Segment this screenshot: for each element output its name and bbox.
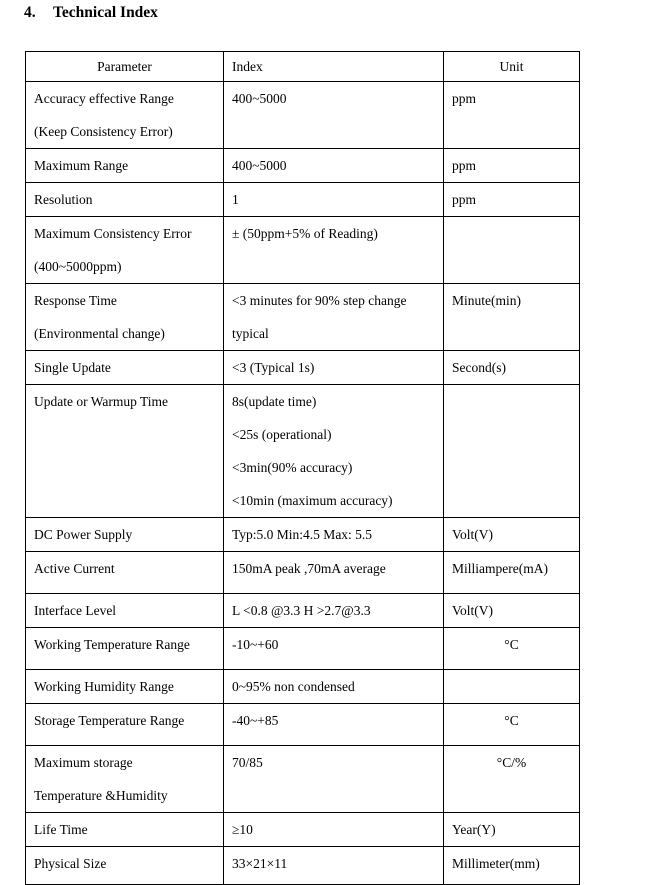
index-cell xyxy=(224,628,444,670)
parameter-text: Temperature &Humidity xyxy=(34,788,168,803)
table-row xyxy=(26,149,580,183)
table-row xyxy=(26,552,580,594)
section-number: 4. xyxy=(24,4,36,21)
table-row xyxy=(26,82,580,149)
index-text: <10min (maximum accuracy) xyxy=(232,493,393,508)
table-header-row xyxy=(26,52,580,82)
table-row xyxy=(26,628,580,670)
parameter-cell xyxy=(26,704,224,746)
unit-cell xyxy=(444,847,580,885)
unit-cell xyxy=(444,670,580,704)
parameter-cell xyxy=(26,82,224,149)
table-row xyxy=(26,217,580,284)
unit-cell xyxy=(444,217,580,284)
parameter-text: Resolution xyxy=(34,192,93,207)
index-text: 150mA peak ,70mA average xyxy=(232,561,386,576)
technical-index-table xyxy=(25,51,580,885)
parameter-cell xyxy=(26,284,224,351)
unit-text: Year(Y) xyxy=(452,822,496,837)
parameter-cell xyxy=(26,628,224,670)
table-row xyxy=(26,670,580,704)
unit-cell xyxy=(444,704,580,746)
section-heading xyxy=(24,4,158,22)
index-cell xyxy=(224,704,444,746)
unit-cell xyxy=(444,518,580,552)
table-row xyxy=(26,385,580,518)
parameter-cell xyxy=(26,594,224,628)
table-row xyxy=(26,351,580,385)
index-text: 400~5000 xyxy=(232,91,287,106)
index-text: 0~95% non condensed xyxy=(232,679,355,694)
index-cell xyxy=(224,552,444,594)
index-text: 33×21×11 xyxy=(232,856,288,871)
index-cell xyxy=(224,284,444,351)
index-text: L <0.8 @3.3 H >2.7@3.3 xyxy=(232,603,371,618)
unit-cell xyxy=(444,552,580,594)
header-index: Index xyxy=(224,52,444,82)
parameter-text: Life Time xyxy=(34,822,88,837)
index-text: Typ:5.0 Min:4.5 Max: 5.5 xyxy=(232,527,373,542)
unit-text: Minute(min) xyxy=(452,293,521,308)
parameter-text: Working Humidity Range xyxy=(34,679,174,694)
parameter-text: (400~5000ppm) xyxy=(34,259,122,274)
section-title: Technical Index xyxy=(53,4,158,21)
parameter-cell xyxy=(26,217,224,284)
unit-cell xyxy=(444,82,580,149)
table-row xyxy=(26,594,580,628)
unit-cell xyxy=(444,284,580,351)
parameter-text: Response Time xyxy=(34,293,117,308)
index-text: <3min(90% accuracy) xyxy=(232,460,353,475)
index-cell xyxy=(224,351,444,385)
unit-cell xyxy=(444,746,580,813)
unit-cell xyxy=(444,594,580,628)
unit-cell xyxy=(444,149,580,183)
unit-text: ppm xyxy=(452,91,477,106)
index-text: ≥10 xyxy=(232,822,253,837)
parameter-cell xyxy=(26,149,224,183)
parameter-cell xyxy=(26,670,224,704)
index-cell xyxy=(224,594,444,628)
unit-text: Millimeter(mm) xyxy=(452,856,540,871)
index-text: <25s (operational) xyxy=(232,427,332,442)
table-row xyxy=(26,813,580,847)
table-row xyxy=(26,183,580,217)
index-cell xyxy=(224,183,444,217)
unit-cell xyxy=(444,351,580,385)
unit-cell xyxy=(444,385,580,518)
index-cell xyxy=(224,746,444,813)
unit-text: Volt(V) xyxy=(452,527,494,542)
parameter-text: Maximum Consistency Error xyxy=(34,226,192,241)
index-text: typical xyxy=(232,326,269,341)
parameter-cell xyxy=(26,183,224,217)
parameter-cell xyxy=(26,746,224,813)
unit-text: ppm xyxy=(452,158,477,173)
table-row xyxy=(26,746,580,813)
index-text: -40~+85 xyxy=(232,713,279,728)
parameter-cell xyxy=(26,847,224,885)
index-cell xyxy=(224,670,444,704)
index-cell xyxy=(224,385,444,518)
parameter-text: Working Temperature Range xyxy=(34,637,190,652)
table-row xyxy=(26,704,580,746)
unit-text: Milliampere(mA) xyxy=(452,561,548,576)
parameter-text: Update or Warmup Time xyxy=(34,394,169,409)
index-cell xyxy=(224,149,444,183)
index-text: <3 minutes for 90% step change xyxy=(232,293,407,308)
index-cell xyxy=(224,813,444,847)
index-text: 400~5000 xyxy=(232,158,287,173)
parameter-cell xyxy=(26,552,224,594)
parameter-text: Physical Size xyxy=(34,856,107,871)
table-row xyxy=(26,518,580,552)
unit-cell xyxy=(444,813,580,847)
unit-cell xyxy=(444,183,580,217)
unit-text: °C xyxy=(504,713,519,728)
unit-text: °C/% xyxy=(496,755,527,770)
index-cell xyxy=(224,518,444,552)
parameter-text: Interface Level xyxy=(34,603,117,618)
parameter-text: (Environmental change) xyxy=(34,326,165,341)
parameter-text: Single Update xyxy=(34,360,111,375)
index-text: 70/85 xyxy=(232,755,263,770)
index-text: ± (50ppm+5% of Reading) xyxy=(232,226,378,241)
unit-text: Second(s) xyxy=(452,360,506,375)
index-text: <3 (Typical 1s) xyxy=(232,360,315,375)
parameter-cell xyxy=(26,518,224,552)
parameter-text: Storage Temperature Range xyxy=(34,713,185,728)
parameter-text: Maximum Range xyxy=(34,158,129,173)
table-row xyxy=(26,284,580,351)
parameter-text: Maximum storage xyxy=(34,755,133,770)
parameter-text: DC Power Supply xyxy=(34,527,133,542)
unit-text: ppm xyxy=(452,192,477,207)
parameter-text: Active Current xyxy=(34,561,115,576)
parameter-cell xyxy=(26,351,224,385)
unit-text: Volt(V) xyxy=(452,603,494,618)
index-text: 8s(update time) xyxy=(232,394,317,409)
header-unit: Unit xyxy=(444,52,580,82)
parameter-cell xyxy=(26,385,224,518)
parameter-text: (Keep Consistency Error) xyxy=(34,124,173,139)
index-cell xyxy=(224,82,444,149)
table-row xyxy=(26,847,580,885)
unit-cell xyxy=(444,628,580,670)
header-parameter: Parameter xyxy=(26,52,224,82)
index-cell xyxy=(224,217,444,284)
index-cell xyxy=(224,847,444,885)
index-text: 1 xyxy=(232,192,239,207)
parameter-text: Accuracy effective Range xyxy=(34,91,174,106)
index-text: -10~+60 xyxy=(232,637,279,652)
table-body xyxy=(26,82,580,885)
unit-text: °C xyxy=(504,637,519,652)
parameter-cell xyxy=(26,813,224,847)
